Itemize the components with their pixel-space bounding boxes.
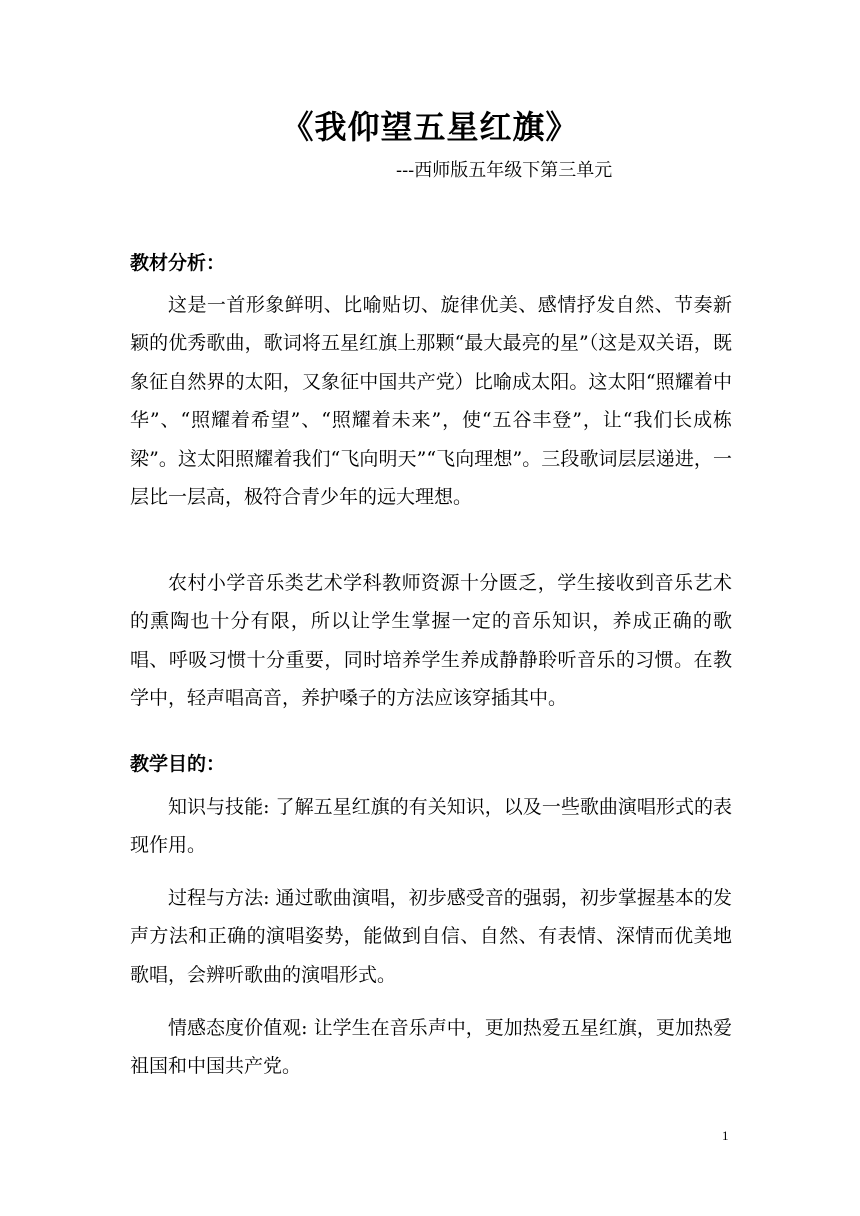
document-subtitle: ---西师版五年级下第三单元 xyxy=(396,160,613,181)
section-heading-analysis: 教材分析： xyxy=(130,252,226,274)
document-title: 《我仰望五星红旗》 xyxy=(281,108,579,146)
section-heading-goals: 教学目的： xyxy=(130,753,226,775)
analysis-paragraph-1: 这是一首形象鲜明、比喻贴切、旋律优美、感情抒发自然、节奏新颖的优秀歌曲，歌词将五星红旗上那颗“最大最亮的星”（这是双关语，既象征自然界的太阳，又象征中国共产党）比喻成太阳。这太阳“照耀着中华”、“照耀着希望”、“照耀着未来”，使“五谷丰登”，让“我们长成栋梁”。这太阳照耀着我们“飞向明天”“飞向理想”。三段歌词层层递进，一层比一层高，极符合青少年的远大理想。 xyxy=(130,294,732,509)
goals-paragraph-knowledge: 知识与技能: 了解五星红旗的有关知识，以及一些歌曲演唱形式的表现作用。 xyxy=(130,796,732,857)
page-number: 1 xyxy=(722,1128,729,1143)
analysis-paragraph-2: 农村小学音乐类艺术学科教师资源十分匮乏，学生接收到音乐艺术的熏陶也十分有限，所以让学生掌握一定的音乐知识，养成正确的歌唱、呼吸习惯十分重要，同时培养学生养成静静聆听音乐的习惯。在教学中，轻声唱高音，养护嗓子的方法应该穿插其中。 xyxy=(130,572,732,710)
goals-paragraph-process: 过程与方法: 通过歌曲演唱，初步感受音的强弱，初步掌握基本的发声方法和正确的演唱姿势，能做到自信、自然、有表情、深情而优美地歌唱，会辨听歌曲的演唱形式。 xyxy=(130,887,732,986)
goals-paragraph-emotion: 情感态度价值观: 让学生在音乐声中，更加热爱五星红旗，更加热爱祖国和中国共产党。 xyxy=(130,1017,732,1078)
